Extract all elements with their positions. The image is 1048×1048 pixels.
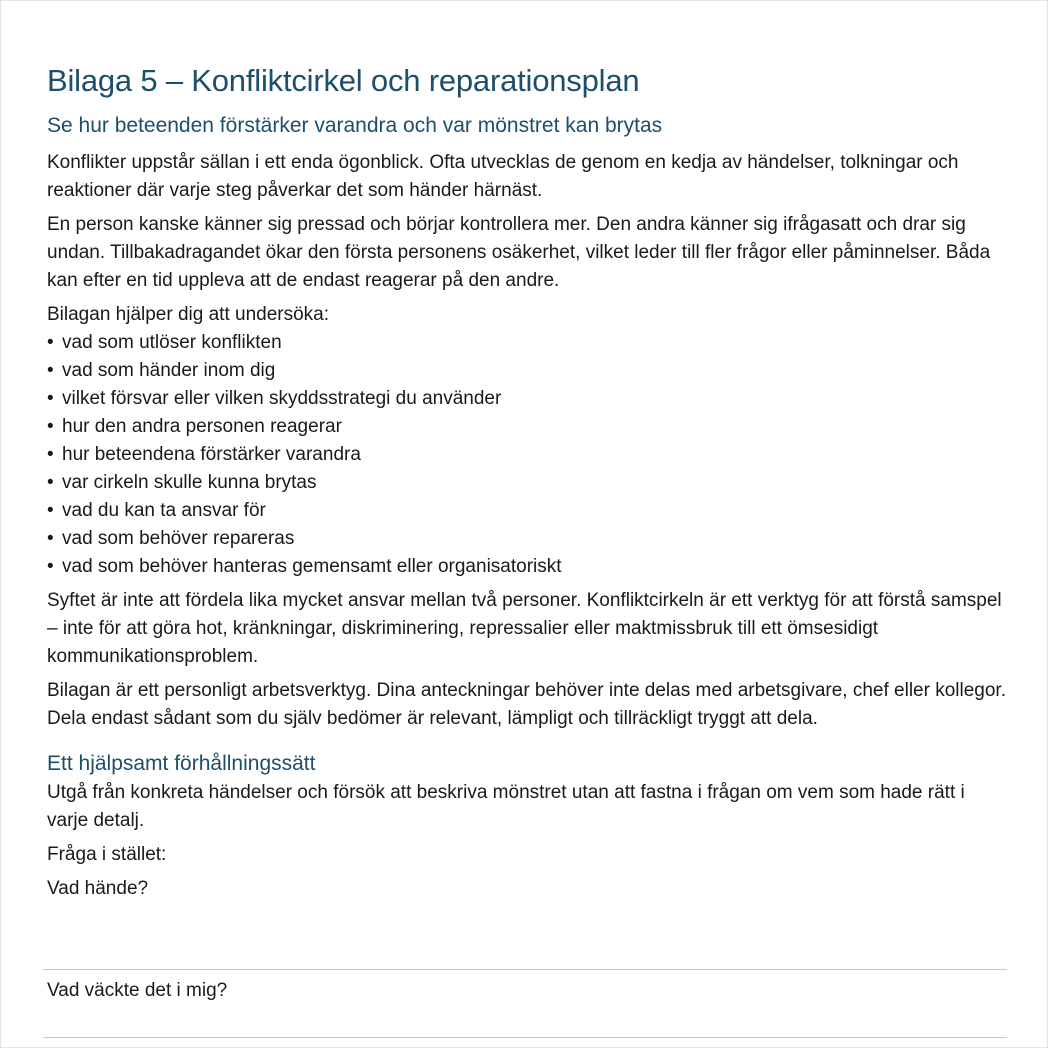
answer-line-what-happened[interactable]: [43, 969, 1007, 970]
bullet-icon: •: [47, 416, 54, 437]
list-item: • vilket försvar eller vilken skyddsstrategi du använder: [47, 385, 1009, 413]
list-item: • vad som behöver hanteras gemensamt eller organisatoriskt: [47, 553, 1009, 581]
bullet-icon: •: [47, 556, 54, 577]
question-what-it-awoke: Vad väckte det i mig?: [47, 980, 228, 1001]
list-item: • vad du kan ta ansvar för: [47, 497, 1009, 525]
section-heading: Ett hjälpsamt förhållningssätt: [47, 752, 316, 775]
bullet-icon: •: [47, 472, 54, 493]
list-item: • hur den andra personen reagerar: [47, 413, 1009, 441]
page-subtitle: Se hur beteenden förstärker varandra och var mönstret kan brytas: [47, 114, 663, 137]
list-item: • vad som behöver repareras: [47, 525, 1009, 553]
list-item: • var cirkeln skulle kunna brytas: [47, 469, 1009, 497]
list-intro: Bilagan hjälper dig att undersöka:: [47, 304, 330, 325]
section-paragraph: Utgå från konkreta händelser och försök att beskriva mönstret utan att fastna i frågan om vem som hade rätt i varje detalj.: [47, 782, 965, 831]
purpose-paragraph: Syftet är inte att fördela lika mycket ansvar mellan två personer. Konfliktcirkeln är ett verktyg för att förstå samspel – inte för att göra hot, kränkningar, diskriminering, repressalier eller maktmissbruk till ett ömsesidigt kommunikationsproblem.: [47, 590, 1002, 667]
privacy-paragraph: Bilagan är ett personligt arbetsverktyg. Dina anteckningar behöver inte delas med arbetsgivare, chef eller kollegor. Dela endast sådant som du själv bedömer är relevant, lämpligt och tillräckligt tryggt att dela.: [47, 680, 1006, 729]
list-item: • hur beteendena förstärker varandra: [47, 441, 1009, 469]
list-item: • vad som händer inom dig: [47, 357, 1009, 385]
bullet-icon: •: [47, 528, 54, 549]
question-what-happened: Vad hände?: [47, 878, 149, 899]
examination-list: [47, 329, 1009, 581]
ask-label: Fråga i stället:: [47, 844, 167, 865]
page-title: Bilaga 5 – Konfliktcirkel och reparationsplan: [47, 63, 640, 98]
intro-paragraph-1: Konflikter uppstår sällan i ett enda ögonblick. Ofta utvecklas de genom en kedja av händelser, tolkningar och reaktioner där varje steg påverkar det som händer härnäst.: [47, 152, 959, 201]
bullet-icon: •: [47, 444, 54, 465]
bullet-icon: •: [47, 360, 54, 381]
document-page: [47, 59, 1009, 903]
intro-paragraph-2: En person kanske känner sig pressad och börjar kontrollera mer. Den andra känner sig ifrågasatt och drar sig undan. Tillbakadragandet ökar den första personens osäkerhet, vilket leder till fler frågor eller påminnelser. Båda kan efter en tid uppleva att de endast reagerar på den andre.: [47, 214, 991, 291]
bullet-icon: •: [47, 332, 54, 353]
answer-line-what-it-awoke[interactable]: [43, 1037, 1007, 1038]
list-item: • vad som utlöser konflikten: [47, 329, 1009, 357]
bullet-icon: •: [47, 500, 54, 521]
bullet-icon: •: [47, 388, 54, 409]
